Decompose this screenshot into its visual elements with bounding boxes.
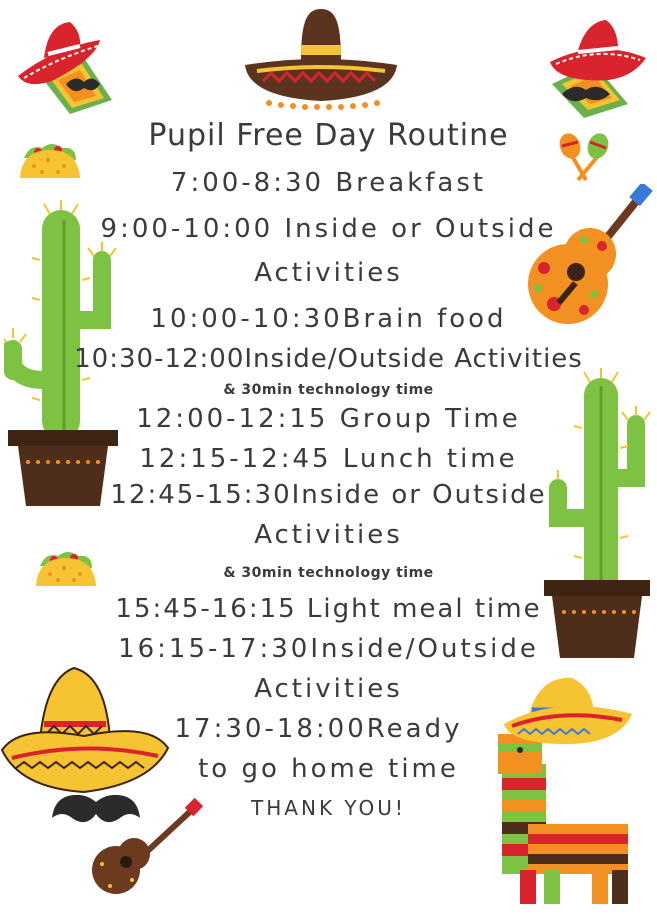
schedule-line: 7:00-8:30 Breakfast: [170, 168, 487, 198]
schedule-line: 12:15-12:45 Lunch time: [139, 444, 518, 474]
schedule-note: & 30min technology time: [223, 565, 434, 581]
page-title: Pupil Free Day Routine: [148, 118, 509, 153]
schedule-line: 12:00-12:15 Group Time: [136, 404, 521, 434]
schedule-line: 12:45-15:30Inside or Outside: [110, 480, 547, 510]
schedule-line: to go home time: [198, 754, 459, 784]
closing-text: THANK YOU!: [251, 796, 406, 820]
sombrero-mustache-icon: [14, 18, 114, 114]
schedule-line: Activities: [254, 520, 403, 550]
schedule-note: & 30min technology time: [223, 382, 434, 398]
schedule-line: 9:00-10:00 Inside or Outside: [100, 214, 557, 244]
schedule-line: 17:30-18:00Ready: [174, 714, 463, 744]
schedule-line: 15:45-16:15 Light meal time: [115, 594, 542, 624]
sombrero-icon: [243, 5, 399, 110]
schedule-line: Activities: [254, 674, 403, 704]
pinata-icon: [498, 674, 638, 906]
schedule-line: 16:15-17:30Inside/Outside: [118, 634, 539, 664]
schedule-line: Activities: [254, 258, 403, 288]
sombrero-mustache-icon: [548, 18, 648, 118]
schedule-line: 10:30-12:00Inside/Outside Activities: [74, 344, 583, 374]
schedule-line: 10:00-10:30Brain food: [150, 304, 507, 334]
